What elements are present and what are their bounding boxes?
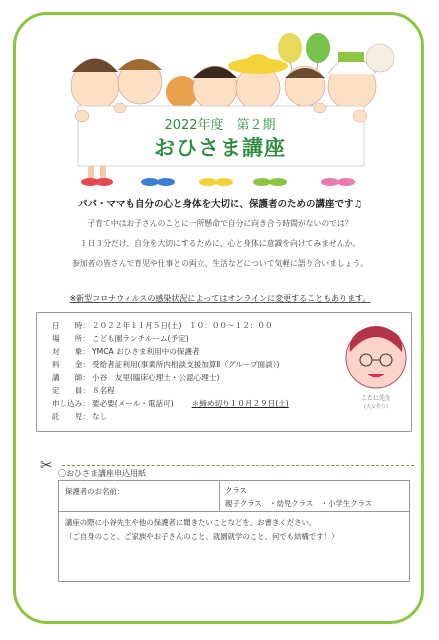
detail-row: 講 師： 小谷 友里(臨床心理士・公認心理士) xyxy=(52,373,220,382)
detail-row: 場 所： こども園ランチルーム(予定) xyxy=(52,334,189,343)
cut-line xyxy=(62,465,414,466)
teacher-badge-sub: (大女作り) xyxy=(364,404,388,410)
form-title: 〇おひさま講座申込用紙 xyxy=(58,469,146,478)
scissors-icon: ✂ xyxy=(40,456,53,474)
detail-row: 料 金： 受給者証利用(事業所内相談支援加算Ⅱ（グループ面談）) xyxy=(52,360,280,369)
intro-line: 子育て中はお子さんのことに一所懸命で自分に向き合う時間がないのでは？ xyxy=(87,219,353,228)
kids-banner-illustration xyxy=(0,0,439,200)
detail-row: 日 時： ２０２２年１１月５日(土) １０：００～１２：００ xyxy=(52,321,273,330)
term-label: 2022年度 第２期 xyxy=(164,118,276,133)
detail-row: 対 象： YMCA おひさま利用中の保護者 xyxy=(52,347,200,356)
teacher-badge-name: こたに先生 xyxy=(360,395,392,402)
online-notice: ※新型コロナウィルスの感染状況によってはオンラインに変更することもあります。 xyxy=(69,294,371,303)
detail-row: 定 員： ８名程 xyxy=(52,386,115,395)
class-options[interactable]: 親子クラス ・幼児クラス ・小学生クラス xyxy=(225,499,373,508)
detail-row: 申し込み： 要必要(メール・電話可) ＊締め切り１０月２９日(土) xyxy=(52,399,289,408)
guardian-name-field[interactable]: 保護者のお名前： xyxy=(65,487,125,496)
application-form xyxy=(58,480,410,582)
course-title: おひさま講座 xyxy=(154,136,286,160)
class-label: クラス xyxy=(225,486,247,495)
form-divider xyxy=(59,511,409,512)
question-note: （ご自身のこと、ご家族やお子さんのこと、就園就学のこと、何でも結構です！） xyxy=(65,532,339,541)
question-note: 講座の際に小谷先生や他の保護者に聞きたいことなどを、お書きください。 xyxy=(65,518,317,527)
form-divider xyxy=(219,481,220,511)
detail-row: 託 児： なし xyxy=(52,412,108,421)
teacher-illustration xyxy=(340,322,412,412)
intro-headline: パパ・ママも自分の心と身体を大切に、保護者のための講座です♫ xyxy=(77,199,363,210)
deadline-note: ＊締め切り１０月２９日(土) xyxy=(191,399,289,408)
intro-line: １日３分だけ、自分を大切にするために、心と身体に意識を向けてみませんか。 xyxy=(79,239,361,248)
intro-line: 参加者の皆さんで育児や仕事との両立、生活などについて気軽に語り合いましょう。 xyxy=(71,259,369,268)
